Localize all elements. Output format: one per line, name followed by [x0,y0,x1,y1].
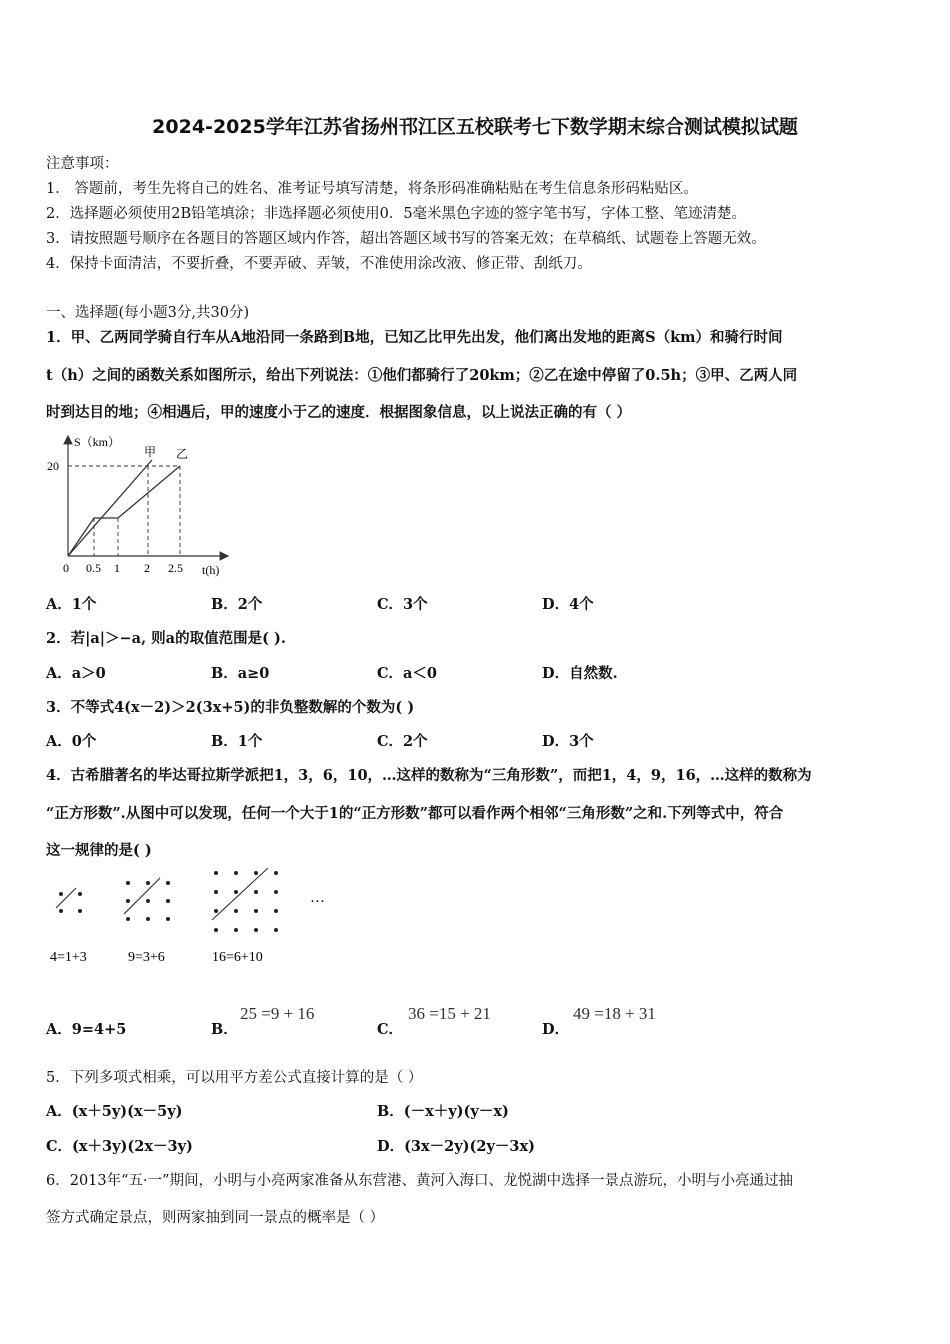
q5-option-c[interactable]: C．(x＋3y)(2x－3y) [46,1138,193,1155]
q4-option-a[interactable]: A．9=4+5 [46,1021,127,1038]
q5-option-b[interactable]: B．(－x＋y)(y－x) [377,1103,509,1120]
q4-dot-figures [46,866,346,972]
q1-option-c[interactable]: C．3个 [377,596,428,613]
section-heading: 一、选择题(每小题3分,共30分) [46,305,250,321]
figure-caption: 4=1+3 [50,950,87,965]
line-jia [68,460,152,556]
q2-option-c[interactable]: C．a＜0 [377,665,438,682]
q3-option-d[interactable]: D．3个 [542,733,594,750]
figure-ellipsis: … [310,890,325,906]
notice-heading: 注意事项： [46,156,119,172]
q2-stem: 2．若|a|＞−a, 则a的取值范围是( ). [46,630,286,647]
y-tick-label: 20 [47,459,59,473]
figure-caption: 9=3+6 [128,950,165,965]
x-axis-label: t(h) [202,563,220,577]
q2-option-d[interactable]: D．自然数. [542,665,618,682]
dot-grid-3x3 [124,878,170,921]
q5-option-d[interactable]: D．(3x－2y)(2y－3x) [377,1138,536,1155]
x-tick-label: 0 [63,561,69,575]
x-tick-label: 1 [114,561,120,575]
q4-formula-c: 36 =15 + 21 [408,1004,491,1023]
q1-option-b[interactable]: B．2个 [211,596,263,613]
q3-option-c[interactable]: C．2个 [377,733,428,750]
line-yi [68,466,180,556]
q4-option-b[interactable]: B． [211,1021,238,1038]
notice-item: 3．请按照题号顺序在各题目的答题区域内作答，超出答题区域书写的答案无效；在草稿纸、试题卷上答题无效。 [46,231,766,247]
dot-grid-4x4 [212,868,278,932]
q1-stem-line: 1．甲、乙两同学骑自行车从A地沿同一条路到B地，已知乙比甲先出发，他们离出发地的距离S（km）和骑行时间 [46,329,783,346]
q2-option-b[interactable]: B．a≥0 [211,665,270,682]
x-tick-label: 2.5 [168,561,183,575]
q4-formula-d: 49 =18 + 31 [573,1004,656,1023]
notice-item: 1． 答题前，考生先将自己的姓名、准考证号填写清楚，将条形码准确粘贴在考生信息条形码粘贴区。 [46,181,698,197]
q1-distance-time-graph [40,432,240,580]
label-jia: 甲 [144,445,157,459]
q4-formula-b: 25 =9 + 16 [240,1004,315,1023]
y-axis-label: S（km） [74,435,121,449]
q3-option-a[interactable]: A．0个 [46,733,97,750]
q1-option-d[interactable]: D．4个 [542,596,594,613]
label-yi: 乙 [176,447,189,461]
dot-grid-2x2 [56,888,82,913]
q6-stem-line: 签方式确定景点，则两家抽到同一景点的概率是（ ） [46,1210,385,1226]
q1-option-a[interactable]: A．1个 [46,596,97,613]
page-title: 2024-2025学年江苏省扬州邗江区五校联考七下数学期末综合测试模拟试题 [152,116,798,138]
figure-caption: 16=6+10 [212,950,263,965]
x-tick-label: 2 [144,561,150,575]
q4-stem-line: 4．古希腊著名的毕达哥拉斯学派把1，3，6，10，…这样的数称为“三角形数”，而把1，4，9，16，…这样的数称为 [46,767,812,784]
q3-stem: 3．不等式4(x－2)＞2(3x+5)的非负整数解的个数为( ) [46,699,415,716]
q6-stem-line: 6．2013年“五·一”期间，小明与小亮两家准备从东营港、黄河入海口、龙悦湖中选择一景点游玩，小明与小亮通过抽 [46,1173,794,1189]
q1-stem-line: t（h）之间的函数关系如图所示，给出下列说法：①他们都骑行了20km；②乙在途中停留了0.5h；③甲、乙两人同 [46,367,798,384]
q4-option-c[interactable]: C． [377,1021,404,1038]
q5-option-a[interactable]: A．(x＋5y)(x－5y) [46,1103,183,1120]
notice-item: 2．选择题必须使用2B铅笔填涂；非选择题必须使用0．5毫米黑色字迹的签字笔书写，字体工整、笔迹清楚。 [46,206,747,222]
q4-option-d[interactable]: D． [542,1021,570,1038]
q4-stem-line: 这一规律的是( ) [46,842,152,859]
notice-item: 4．保持卡面清洁，不要折叠，不要弄破、弄皱，不准使用涂改液、修正带、刮纸刀。 [46,256,592,272]
q2-option-a[interactable]: A．a＞0 [46,665,106,682]
q1-stem-line: 时到达目的地；④相遇后，甲的速度小于乙的速度．根据图象信息，以上说法正确的有（ ） [46,404,632,421]
q3-option-b[interactable]: B．1个 [211,733,263,750]
q5-stem: 5．下列多项式相乘，可以用平方差公式直接计算的是（ ） [46,1070,423,1086]
x-tick-label: 0.5 [86,561,101,575]
q4-stem-line: “正方形数”.从图中可以发现，任何一个大于1的“正方形数”都可以看作两个相邻“三角形数”之和.下列等式中，符合 [46,805,784,822]
